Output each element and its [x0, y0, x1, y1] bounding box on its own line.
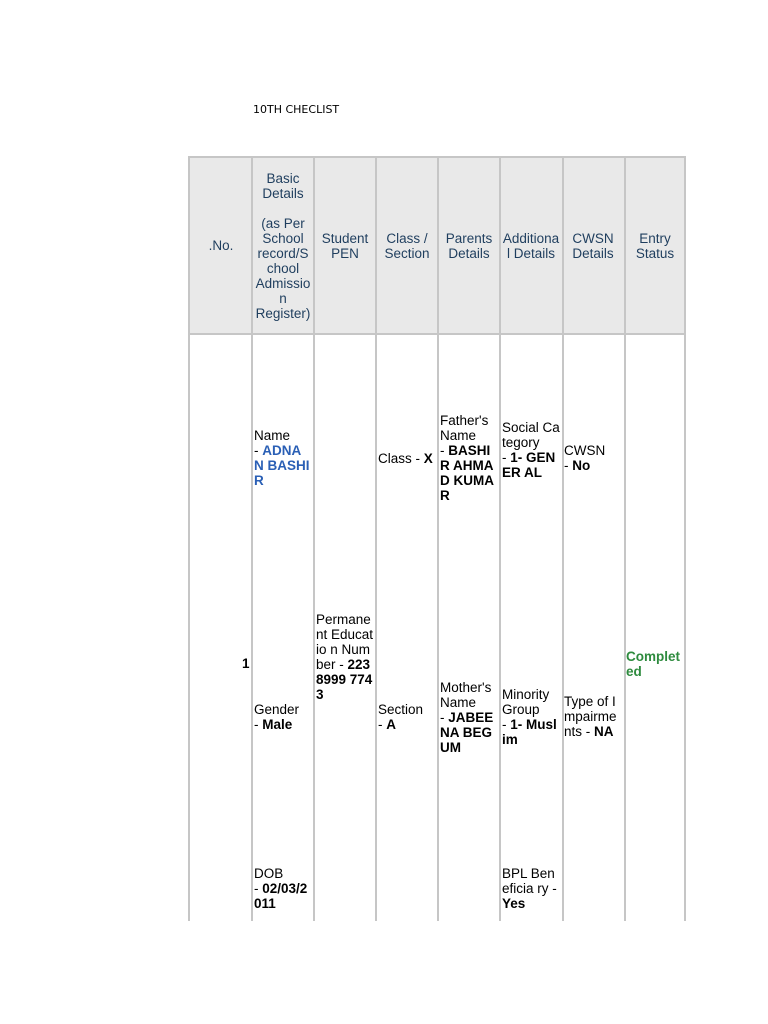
student-section: Section - A [378, 702, 424, 732]
page-title: 10TH CHECLIST [253, 103, 340, 116]
row-serial-number: 1 [242, 656, 250, 671]
header-sno: .No. [208, 238, 234, 253]
social-category: Social Category - 1- GENER AL [502, 420, 560, 480]
name-value: ADNA N BASHIR [254, 443, 310, 488]
impairment-label: Type of Impairme nts - [564, 694, 617, 739]
student-gender: Gender - Male [254, 702, 300, 732]
social-label: Social Category [502, 420, 560, 450]
cwsn-status: CWSN - No [564, 443, 606, 473]
bpl-label: BPL Beneficia ry - [502, 866, 557, 896]
student-dob: DOB - 02/03/2 011 [254, 866, 308, 911]
column-divider [499, 158, 501, 921]
section-label: Section [378, 702, 424, 717]
dob-value: 02/03/2 011 [254, 881, 308, 911]
entry-status: Complet ed [626, 649, 680, 679]
class-value: X [423, 451, 433, 466]
minority-label: Minority Group [502, 687, 550, 717]
section-value: A [386, 717, 396, 732]
bpl-value: Yes [502, 896, 526, 911]
header-cwsn-details: CWSN Details [572, 230, 614, 261]
pen-label: Permane nt Educatio n Number - [316, 612, 374, 672]
cwsn-value: No [572, 458, 591, 473]
bpl-beneficiary [502, 866, 562, 911]
mother-name: Mother's Name - JABEE NA BEGUM [440, 680, 494, 755]
mother-value: JABEE NA BEGUM [440, 710, 494, 755]
impairment-type [564, 694, 624, 739]
name-label: Name [254, 428, 291, 443]
gender-value: Male [262, 717, 293, 732]
minority-value: 1- Muslim [502, 717, 557, 747]
father-label: Father's Name [440, 413, 489, 443]
header-class-section: Class / Section [384, 230, 430, 261]
column-divider [562, 158, 564, 921]
minority-group: Minority Group - 1- Muslim [502, 687, 557, 747]
header-additional-details: Additiona l Details [502, 230, 560, 261]
father-name: Father's Name - BASHI R AHMAD KUMAR [440, 413, 494, 503]
header-student-pen: Student PEN [321, 230, 369, 261]
column-divider [375, 158, 377, 921]
student-checklist-table [188, 156, 686, 921]
cwsn-label: CWSN [564, 443, 606, 458]
column-divider [437, 158, 439, 921]
header-entry-status: Entry Status [635, 230, 675, 261]
impairment-value: NA [594, 724, 614, 739]
dob-label: DOB [254, 866, 284, 881]
gender-label: Gender [254, 702, 300, 717]
pen-value: 2238999 7743 [316, 657, 373, 702]
student-pen [316, 612, 375, 702]
column-divider [251, 158, 253, 921]
student-name: Name - ADNA N BASHIR [254, 428, 310, 488]
student-class [378, 451, 438, 466]
header-basic-details: Basic Details (as Per School record/S chool Admissio n Register) [255, 170, 311, 321]
column-divider [624, 158, 626, 921]
column-divider [313, 158, 315, 921]
mother-label: Mother's Name [440, 680, 492, 710]
header-parents-details: Parents Details [445, 230, 493, 261]
class-label: Class - [378, 451, 421, 466]
father-value: BASHI R AHMAD KUMAR [440, 443, 494, 503]
social-value: 1- GENER AL [502, 450, 556, 480]
